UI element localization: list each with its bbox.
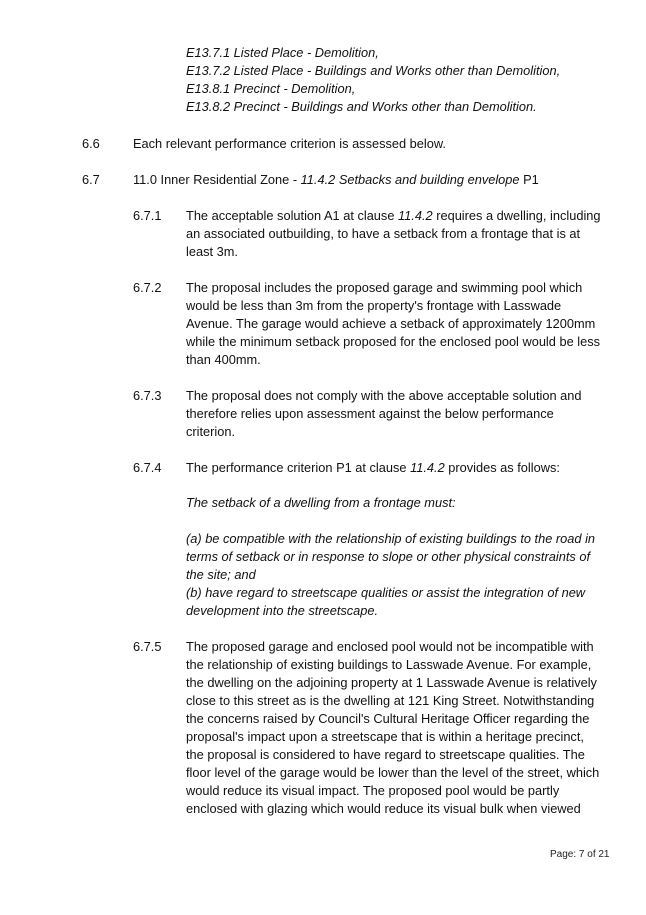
- section-number: 6.6: [82, 136, 100, 151]
- subsection-text: The proposal includes the proposed garage and swimming pool which would be less than 3m from the property's frontage with Lasswade Avenue. The garage would achieve a setback of approximately 1200mm while the minimum setback proposed for the enclosed pool would be less than 400mm.: [186, 280, 600, 367]
- page-number: Page: 7 of 21: [550, 849, 610, 860]
- clause-list: [186, 44, 560, 116]
- subsection-number: 6.7.2: [133, 280, 162, 295]
- subsection-number: 6.7.4: [133, 460, 162, 475]
- list-item: E13.8.1 Precinct - Demolition,: [186, 81, 356, 96]
- quote-intro: The setback of a dwelling from a frontage must:: [186, 495, 456, 510]
- subsection-text: The acceptable solution A1 at clause 11.4.2 requires a dwelling, including an associated outbuilding, to have a setback from a frontage that is at least 3m.: [186, 208, 601, 259]
- subsection-number: 6.7.5: [133, 639, 162, 654]
- subsection-text: The proposal does not comply with the above acceptable solution and therefore relies upon assessment against the below performance criterion.: [186, 388, 582, 439]
- quote-block: (a) be compatible with the relationship of existing buildings to the road in terms of setback or in response to slope or other physical constraints of the site; and (b) have regard to streetscape qualities or assist the integration of new development into the streetscape.: [186, 531, 596, 618]
- list-item: E13.8.2 Precinct - Buildings and Works other than Demolition.: [186, 99, 537, 114]
- section-heading: 11.0 Inner Residential Zone - 11.4.2 Setbacks and building envelope P1: [133, 172, 539, 187]
- subsection-text: The proposed garage and enclosed pool would not be incompatible with the relationship of existing buildings to Lasswade Avenue. For example, the dwelling on the adjoining property at 1 Lasswade Avenue is relatively close to this street as is the dwelling at 121 King Street. Notwithstanding the concerns raised by Council's Cultural Heritage Officer regarding the proposal's impact upon a streetscape that is within a heritage precinct, the proposal is considered to have regard to streetscape qualities. The floor level of the garage would be lower than the level of the street, which would reduce its visual impact. The proposed pool would be partly enclosed with glazing which would reduce its visual bulk when viewed: [186, 639, 600, 816]
- subsection-text: The performance criterion P1 at clause 11.4.2 provides as follows:: [186, 460, 560, 475]
- subsection-number: 6.7.3: [133, 388, 162, 403]
- section-number: 6.7: [82, 172, 100, 187]
- list-item: E13.7.1 Listed Place - Demolition,: [186, 45, 379, 60]
- subsection-number: 6.7.1: [133, 208, 162, 223]
- list-item: E13.7.2 Listed Place - Buildings and Works other than Demolition,: [186, 63, 561, 78]
- section-text: Each relevant performance criterion is assessed below.: [133, 136, 446, 151]
